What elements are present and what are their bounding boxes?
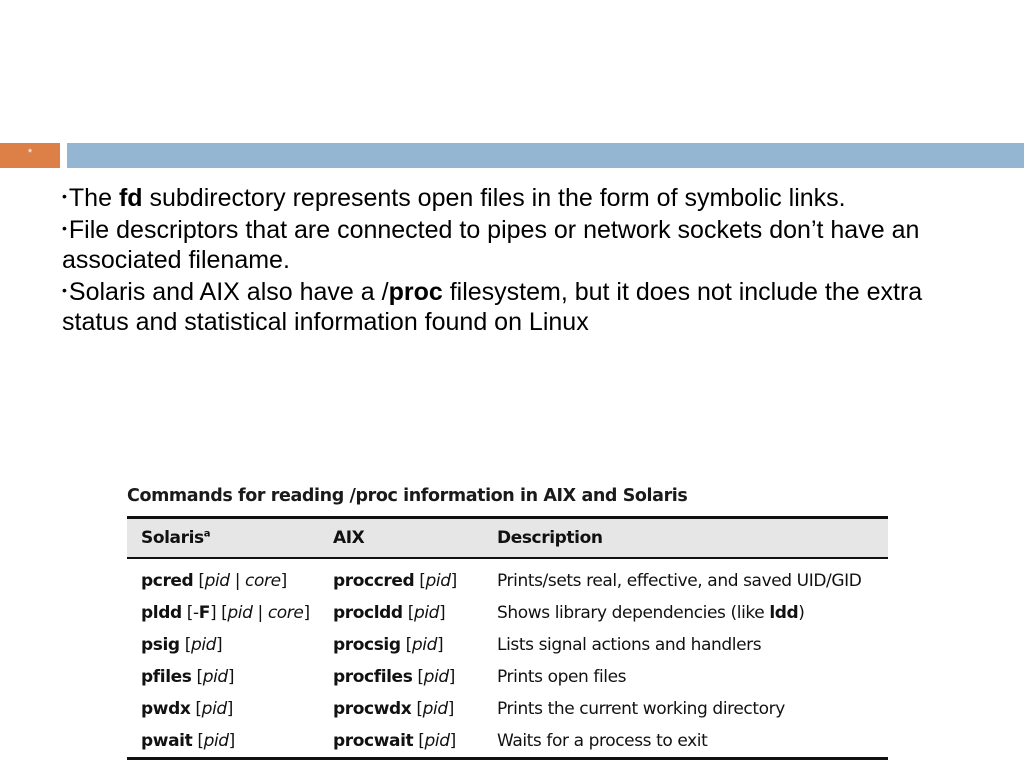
bullet-item [62,213,982,275]
table-row [127,597,888,629]
cell-description: Prints open files [497,667,627,687]
bullet-text: The [68,184,119,212]
bullet-dot-icon: • [62,220,67,236]
table-row [127,725,888,759]
bullet-item [62,275,982,337]
header-aix: AIX [319,518,483,559]
bullet-text: File descriptors that are connected to pipes or network sockets don’t have an associated filename. [62,216,920,274]
cell-description: Prints the current working directory [497,699,785,719]
table-row [127,558,888,597]
cell-description: Shows library dependencies (like ldd) [497,603,805,623]
bullet-item [62,181,982,213]
slide-header-bar [0,143,1024,168]
table-caption: Commands for reading /proc information in AIX and Solaris [127,486,688,506]
cell-aix: procsig [pid] [333,635,444,655]
cell-description: Waits for a process to exit [483,725,888,759]
bullet-text: subdirectory represents open files in the form of symbolic links. [142,184,846,212]
commands-table [127,516,888,760]
cell-aix: procwdx [pid] [333,699,454,719]
cell-solaris: psig [pid] [141,635,223,655]
cell-description: Prints/sets real, effective, and saved UID/GID [497,571,862,591]
bullet-dot-icon: • [62,188,67,204]
header-description: Description [483,518,888,559]
table-row [127,693,888,725]
cell-solaris: pfiles [pid] [141,667,235,687]
cell-aix: procwait [pid] [319,725,483,759]
bullet-text: Solaris and AIX also have a / [68,278,389,306]
accent-strip [67,143,1024,168]
header-solaris: Solaris$^a$ [127,518,319,559]
bullet-list [62,181,982,337]
cell-solaris: pwait [pid] [127,725,319,759]
cell-aix: procldd [pid] [333,603,446,623]
cell-solaris: pwdx [pid] [141,699,234,719]
cell-solaris: pcred [pid | core] [141,571,287,591]
commands-table-figure [127,482,888,760]
cell-description: Lists signal actions and handlers [497,635,762,655]
bullet-text: filesystem, but it does not include the extra status and statistical information found on Linux [62,278,923,336]
cell-aix: proccred [pid] [333,571,457,591]
table-row [127,661,888,693]
bullet-bold-text: fd [118,184,143,212]
slide-number: * [0,143,60,168]
cell-aix: procfiles [pid] [333,667,456,687]
table-header-row [127,518,888,559]
bullet-bold-text: proc [388,278,443,306]
cell-solaris: pldd [-F] [pid | core] [141,603,310,623]
bullet-dot-icon: • [62,282,67,298]
table-row [127,629,888,661]
